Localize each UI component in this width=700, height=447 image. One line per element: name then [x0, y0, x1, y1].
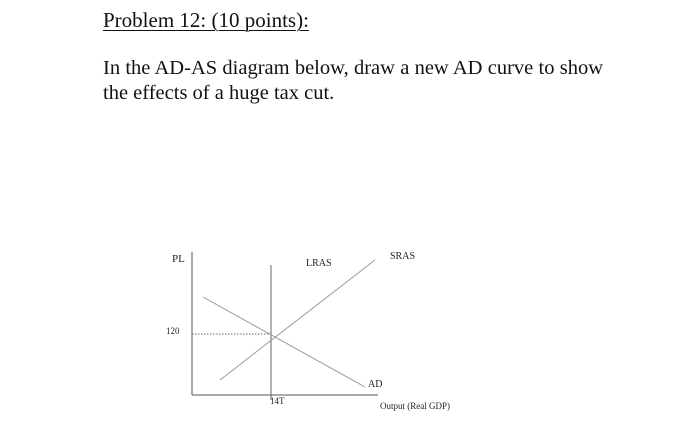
- problem-title: Problem 12: (10 points):: [103, 8, 309, 32]
- y-axis-label: PL: [172, 253, 185, 265]
- output-tick-label: 14T: [270, 396, 285, 406]
- sras-label: SRAS: [390, 251, 416, 262]
- ad-curve: [203, 297, 365, 387]
- problem-statement: In the AD-AS diagram below, draw a new AD curve to show the effects of a huge tax cut.: [103, 57, 603, 104]
- lras-label: LRAS: [306, 258, 332, 269]
- ad-label: AD: [368, 379, 383, 390]
- price-level-tick-label: 120: [166, 326, 180, 336]
- sras-curve: [220, 260, 375, 380]
- x-axis-label: Output (Real GDP): [380, 401, 450, 411]
